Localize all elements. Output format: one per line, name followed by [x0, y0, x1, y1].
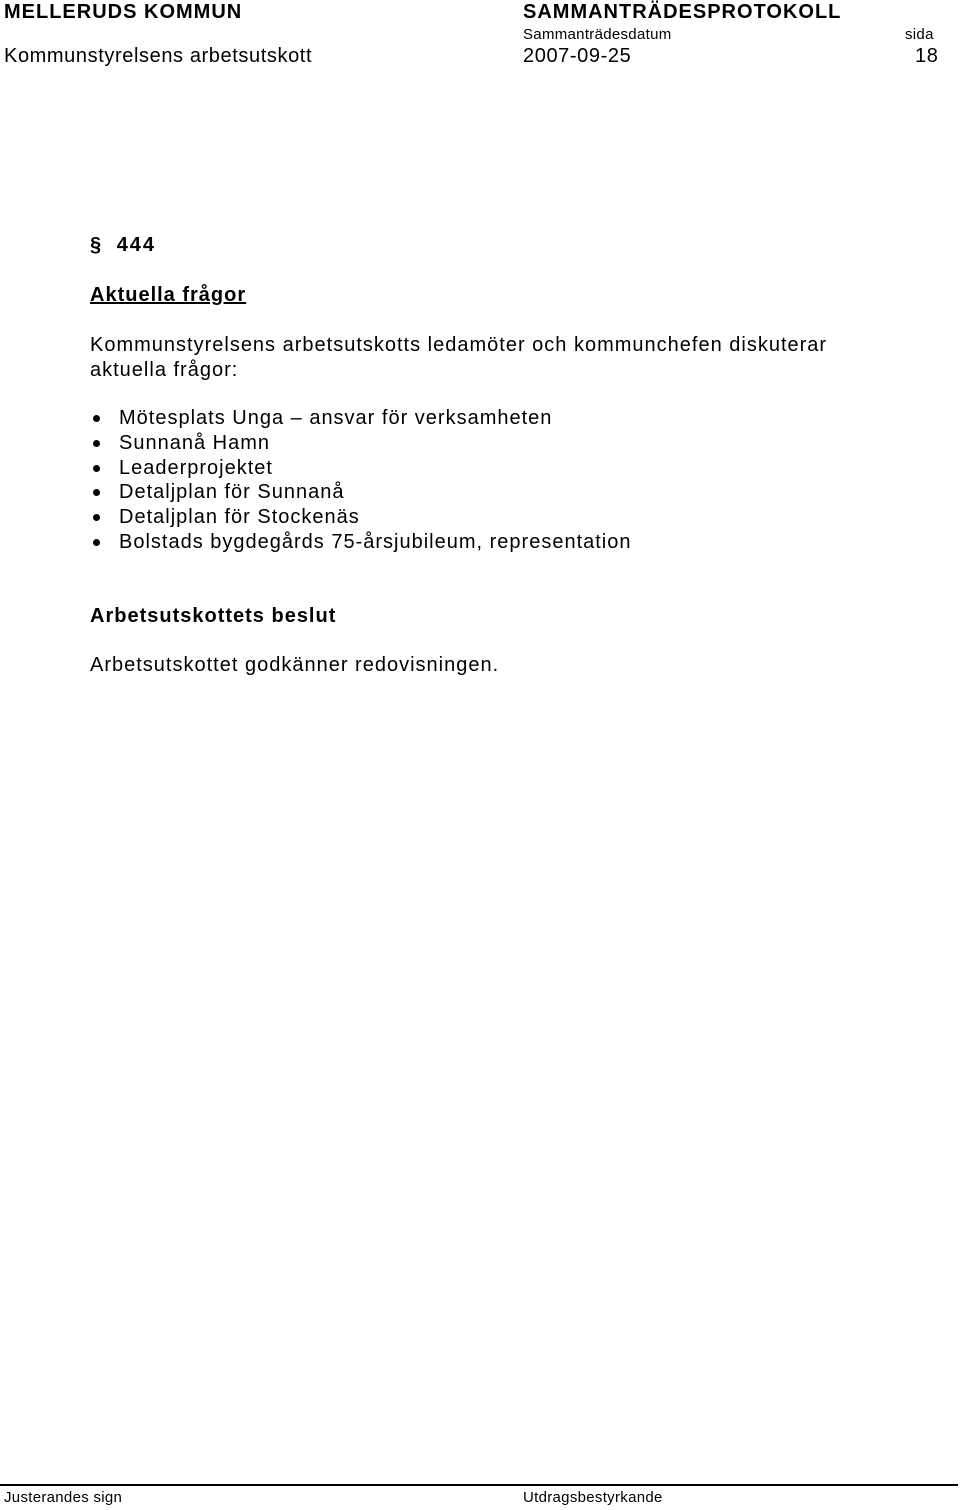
bullet-icon [93, 489, 100, 496]
section-heading [90, 234, 156, 257]
list-item: Mötesplats Unga – ansvar för verksamheten [90, 406, 632, 431]
intro-line-2: aktuella frågor: [90, 359, 239, 381]
bullet-icon [93, 465, 100, 472]
list-item: Leaderprojektet [90, 456, 632, 481]
decision-text: Arbetsutskottet godkänner redovisningen. [90, 654, 500, 676]
meeting-date: 2007-09-25 [523, 45, 632, 67]
decision-heading: Arbetsutskottets beslut [90, 605, 337, 627]
committee-name: Kommunstyrelsens arbetsutskott [4, 45, 313, 67]
list-item: Detaljplan för Stockenäs [90, 505, 632, 530]
footer-signature-label: Justerandes sign [4, 1489, 123, 1506]
intro-line-1: Kommunstyrelsens arbetsutskotts ledamöter och kommunchefen diskuterar [90, 334, 828, 356]
section-title: Aktuella frågor [90, 284, 247, 306]
paragraph-symbol: § [90, 234, 104, 256]
bullet-icon [93, 440, 100, 447]
list-item: Sunnanå Hamn [90, 431, 632, 456]
document-type: SAMMANTRÄDESPROTOKOLL [523, 1, 842, 23]
organization-name: MELLERUDS KOMMUN [4, 1, 243, 23]
page-label: sida [905, 26, 934, 43]
list-item: Bolstads bygdegårds 75-årsjubileum, representation [90, 530, 632, 555]
bullet-icon [93, 514, 100, 521]
meeting-date-label: Sammanträdesdatum [523, 26, 672, 43]
bullet-icon [93, 415, 100, 422]
section-number: 444 [116, 234, 157, 256]
bullet-icon [93, 539, 100, 546]
footer-certification-label: Utdragsbestyrkande [523, 1489, 663, 1506]
page-number: 18 [915, 45, 939, 67]
footer-divider [0, 1484, 958, 1486]
list-item: Detaljplan för Sunnanå [90, 480, 632, 505]
topics-list [90, 406, 632, 555]
